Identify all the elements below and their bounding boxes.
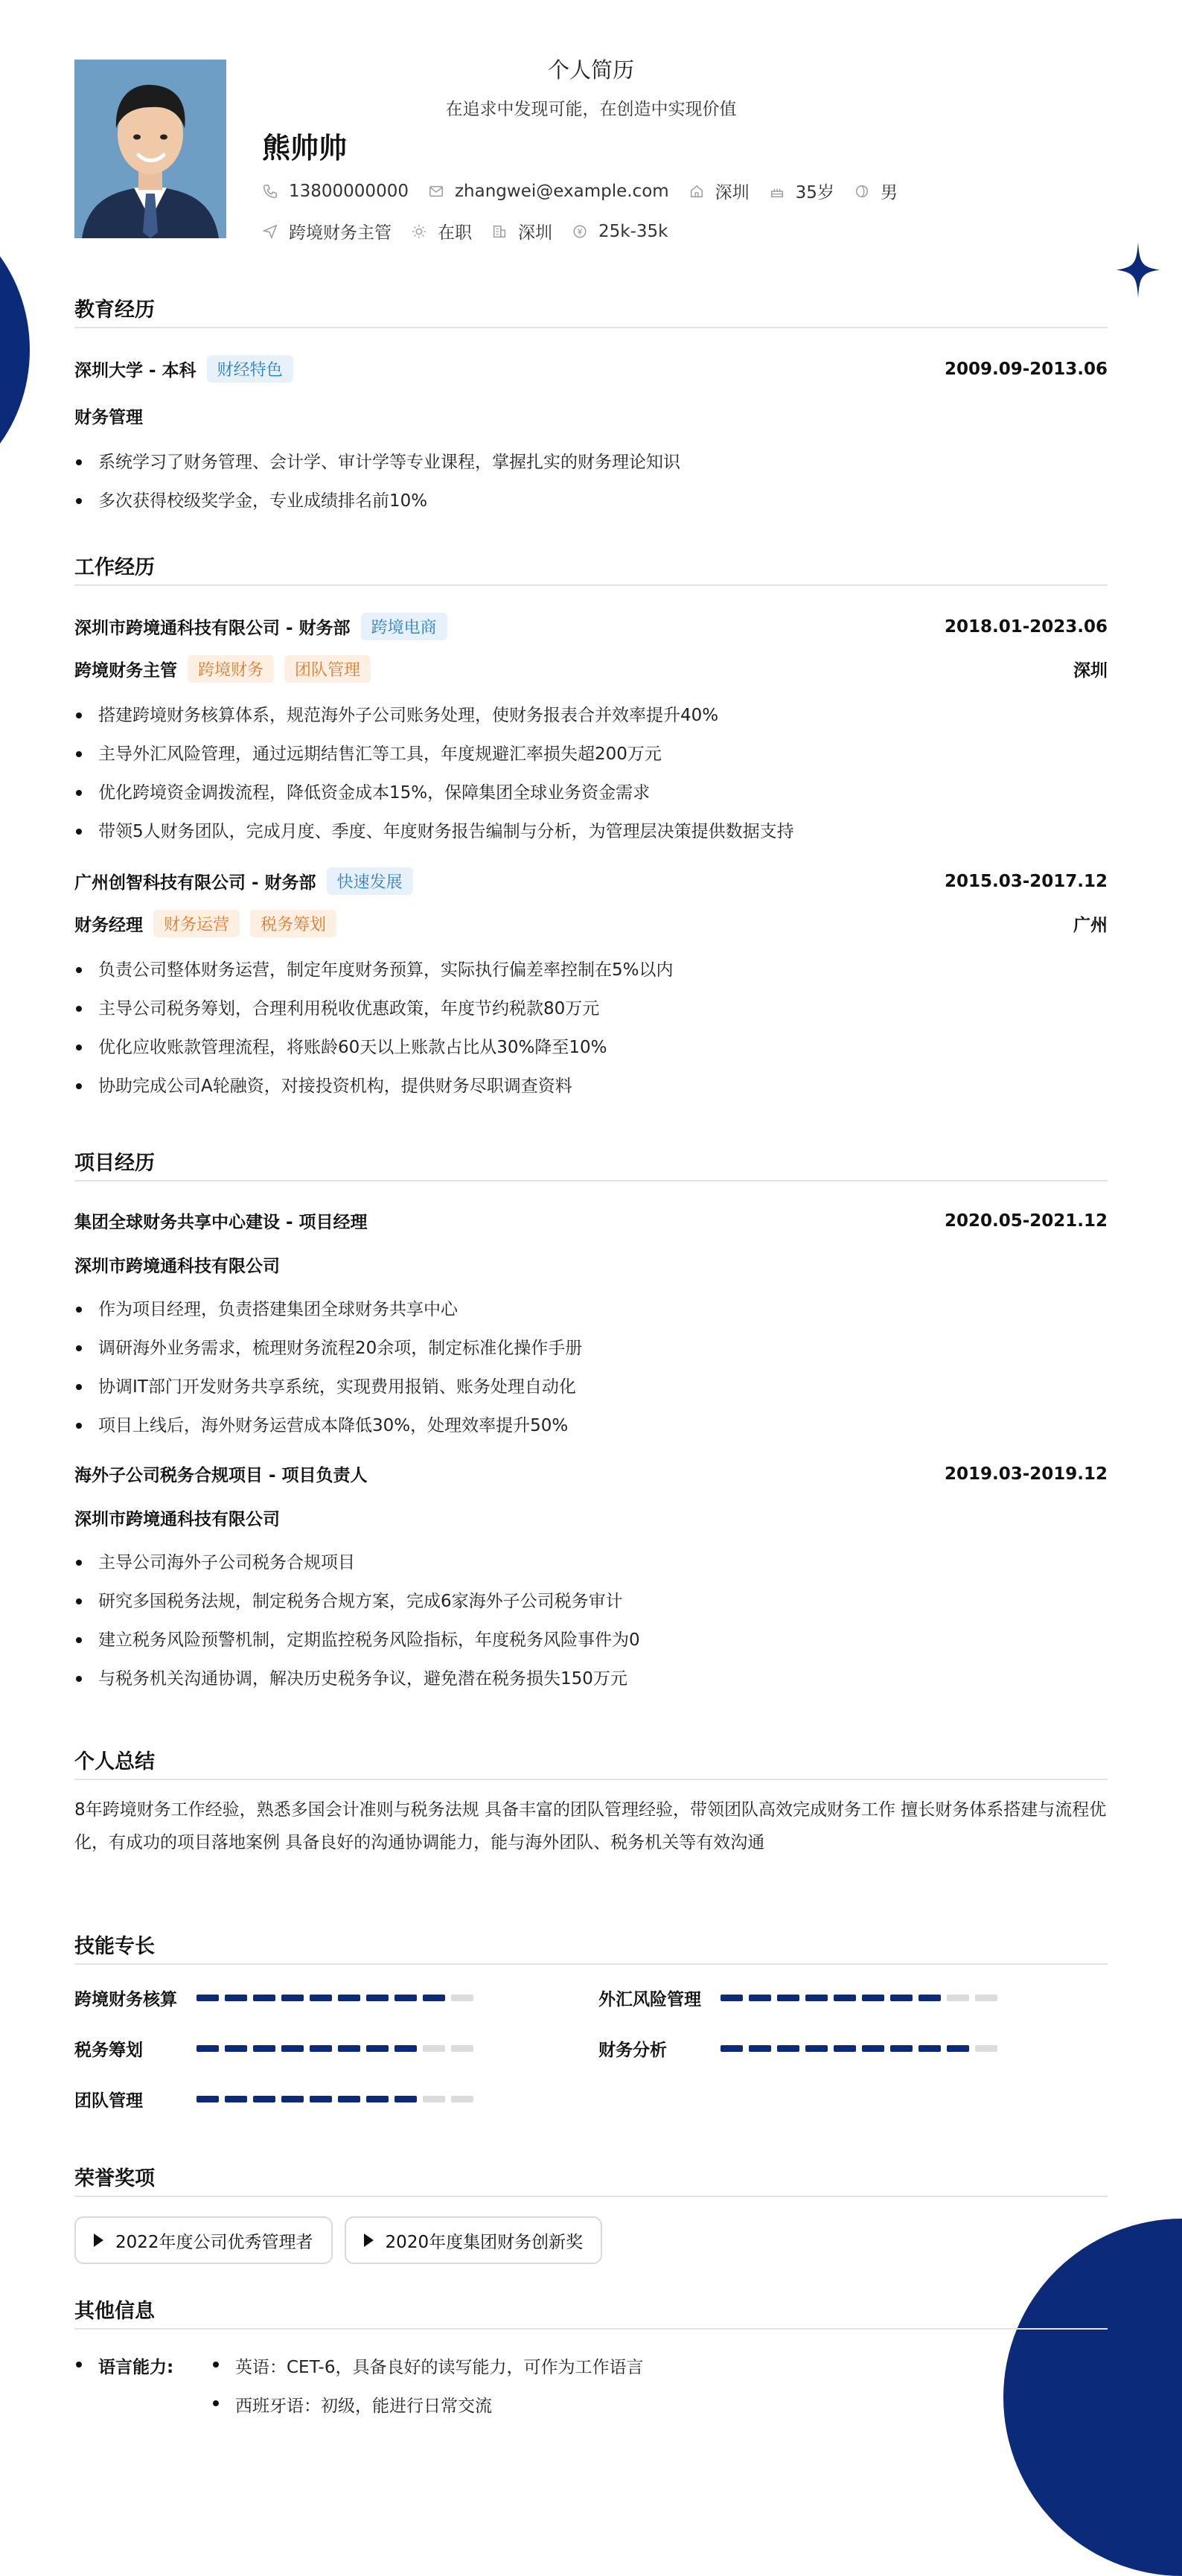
skill-level-segment	[834, 1995, 856, 2001]
document-title: 个人简历	[547, 57, 634, 83]
section-title: 个人总结	[74, 1745, 1108, 1780]
skill-level-segment	[338, 1995, 360, 2001]
section-title: 技能专长	[74, 1930, 1108, 1965]
skill-level-segment	[253, 2096, 275, 2102]
age-value: 35岁	[795, 183, 834, 203]
projects-section	[74, 1147, 1108, 1698]
job-role-row	[74, 655, 1108, 683]
company-name: 深圳市跨境通科技有限公司 - 财务部	[74, 619, 351, 638]
cake-icon	[769, 183, 785, 200]
list-item: 与税务机关沟通协调，解决历史税务争议，避免潜在税务损失150万元	[74, 1660, 1108, 1698]
list-item: 多次获得校级奖学金，专业成绩排名前10%	[74, 482, 1108, 520]
decorative-circle-top-left	[0, 201, 30, 499]
resume-page	[74, 54, 1108, 2416]
skill-level-bar	[721, 1995, 1003, 2001]
email-icon	[428, 183, 444, 200]
skill-name: 税务筹划	[74, 2040, 143, 2060]
project-org: 深圳市跨境通科技有限公司	[74, 1257, 280, 1276]
play-triangle-icon	[94, 2234, 103, 2247]
list-item: 协调IT部门开发财务共享系统，实现费用报销、账务处理自动化	[74, 1368, 1108, 1406]
list-item: 主导外汇风险管理，通过远期结售汇等工具，年度规避汇率损失超200万元	[74, 735, 1108, 774]
skill-level-segment	[310, 2045, 332, 2052]
skill-level-segment	[777, 1995, 799, 2001]
other-section	[74, 2295, 1108, 2423]
candidate-name: 熊帅帅	[262, 132, 348, 165]
section-title: 工作经历	[74, 551, 1108, 586]
skill-level-segment	[451, 2045, 473, 2052]
skill-level-segment	[862, 2045, 884, 2052]
list-item: 研究多国税务法规，制定税务合规方案，完成6家海外子公司税务审计	[74, 1582, 1108, 1621]
list-item: 调研海外业务需求，梳理财务流程20余项，制定标准化操作手册	[74, 1329, 1108, 1368]
skill-level-segment	[366, 1995, 389, 2001]
major-name: 财务管理	[74, 408, 143, 427]
list-item: 带领5人财务团队，完成月度、季度、年度财务报告编制与分析，为管理层决策提供数据支持	[74, 812, 1108, 851]
home-icon	[689, 183, 705, 200]
job-location: 深圳	[1073, 661, 1108, 680]
list-item: 系统学习了财务管理、会计学、审计学等专业课程，掌握扎实的财务理论知识	[74, 443, 1108, 482]
skill-level-segment	[890, 2045, 913, 2052]
money-icon	[572, 223, 588, 240]
phone-icon	[262, 183, 278, 200]
job-points	[74, 951, 1108, 1106]
role-tag: 税务筹划	[250, 910, 336, 937]
skill-level-segment	[394, 2096, 417, 2102]
skill-level-segment	[338, 2045, 360, 2052]
job-period: 2018.01-2023.06	[944, 616, 1108, 637]
skill-item	[598, 1987, 1108, 2008]
skill-level-segment	[721, 1995, 743, 2001]
project-points	[74, 1543, 1108, 1698]
gender-icon	[854, 183, 870, 200]
skill-level-segment	[423, 2096, 445, 2102]
skill-level-segment	[310, 2096, 332, 2102]
education-header	[74, 355, 1108, 383]
skill-level-segment	[862, 1995, 884, 2001]
skill-level-bar	[197, 2045, 479, 2052]
list-item: 协助完成公司A轮融资，对接投资机构，提供财务尽职调查资料	[74, 1067, 1108, 1106]
skill-level-segment	[947, 1995, 969, 2001]
role-tag: 跨境财务	[188, 655, 274, 683]
awards-section	[74, 2162, 1108, 2264]
skill-level-segment	[281, 2045, 304, 2052]
project-name: 集团全球财务共享中心建设 - 项目经理	[74, 1213, 368, 1232]
summary-section	[74, 1745, 1108, 1859]
project-header	[74, 1208, 1108, 1233]
phone-info	[262, 182, 409, 201]
award-label: 2020年度集团财务创新奖	[385, 2232, 584, 2252]
skill-level-segment	[919, 1995, 941, 2001]
job-intent-row	[262, 219, 687, 243]
skill-level-segment	[338, 2096, 360, 2102]
email-info	[428, 182, 669, 201]
list-item: 负责公司整体财务运营，制定年度财务预算，实际执行偏差率控制在5%以内	[74, 951, 1108, 989]
skill-level-segment	[975, 1995, 997, 2001]
list-item: 项目上线后，海外财务运营成本降低30%，处理效率提升50%	[74, 1406, 1108, 1445]
list-item: 主导公司海外子公司税务合规项目	[74, 1543, 1108, 1582]
summary-text: 8年跨境财务工作经验，熟悉多国会计准则与税务法规 具备丰富的团队管理经验，带领团队高效完成财务工作 擅长财务体系搭建与流程优化，有成功的项目落地案例 具备良好的沟通协调能力，能与海外团队、税务机关等有效沟通	[74, 1800, 1107, 1852]
job-role: 跨境财务主管	[74, 661, 177, 680]
language-label: 语言能力:	[74, 2353, 210, 2378]
send-icon	[262, 223, 278, 240]
skill-level-segment	[749, 2045, 771, 2052]
sparkle-star-icon	[1116, 242, 1160, 298]
skill-level-segment	[749, 1995, 771, 2001]
building-icon	[491, 223, 508, 240]
skills-grid	[74, 1987, 1108, 2109]
company-tag: 快速发展	[327, 867, 413, 895]
skill-name: 跨境财务核算	[74, 1989, 177, 2009]
skill-name: 财务分析	[598, 2040, 667, 2060]
gender-value: 男	[880, 183, 898, 203]
skill-level-segment	[975, 2045, 997, 2052]
list-item: 作为项目经理，负责搭建集团全球财务共享中心	[74, 1290, 1108, 1329]
skill-name: 外汇风险管理	[598, 1989, 701, 2009]
skill-level-segment	[197, 2045, 219, 2052]
skill-item	[74, 1987, 598, 2008]
job-role-row	[74, 910, 1108, 937]
project-period: 2020.05-2021.12	[944, 1211, 1108, 1231]
position-info	[262, 219, 392, 243]
skill-name: 团队管理	[74, 2091, 143, 2111]
skill-level-segment	[197, 2096, 219, 2102]
education-section	[74, 293, 1108, 520]
skill-level-segment	[805, 2045, 828, 2052]
job-header	[74, 867, 1108, 895]
target-city-info	[491, 219, 552, 243]
award-chip	[345, 2216, 603, 2264]
skill-level-segment	[423, 1995, 445, 2001]
language-row	[74, 2385, 1108, 2423]
section-title: 项目经历	[74, 1147, 1108, 1182]
skill-level-bar	[721, 2045, 1003, 2052]
list-item: 主导公司税务筹划，合理利用税收优惠政策，年度节约税款80万元	[74, 989, 1108, 1028]
project-points	[74, 1290, 1108, 1445]
skill-level-segment	[281, 2096, 304, 2102]
skill-level-segment	[451, 1995, 473, 2001]
salary-info	[572, 222, 668, 241]
skill-level-segment	[366, 2045, 389, 2052]
award-chip	[74, 2216, 333, 2264]
company-name: 广州创智科技有限公司 - 财务部	[74, 873, 316, 893]
project-org: 深圳市跨境通科技有限公司	[74, 1510, 280, 1529]
list-item: 优化应收账款管理流程，将账龄60天以上账款占比从30%降至10%	[74, 1028, 1108, 1067]
skill-level-bar	[197, 2096, 479, 2102]
skill-level-segment	[197, 1995, 219, 2001]
skill-level-segment	[919, 2045, 941, 2052]
work-section	[74, 551, 1108, 1106]
play-triangle-icon	[364, 2234, 374, 2247]
skill-level-segment	[423, 2045, 445, 2052]
skill-level-segment	[310, 1995, 332, 2001]
skill-item	[74, 2038, 598, 2059]
job-role: 财务经理	[74, 916, 143, 935]
skill-level-segment	[834, 2045, 856, 2052]
language-info	[74, 2346, 1108, 2423]
language-row	[74, 2346, 1108, 2385]
skill-level-segment	[253, 1995, 275, 2001]
school-tag: 财经特色	[207, 355, 293, 383]
profile-photo	[74, 60, 226, 238]
skill-item	[74, 2088, 598, 2109]
skill-level-segment	[394, 2045, 417, 2052]
role-tag: 财务运营	[153, 910, 240, 937]
skill-level-segment	[721, 2045, 743, 2052]
list-item: 优化跨境资金调拨流程，降低资金成本15%，保障集团全球业务资金需求	[74, 774, 1108, 812]
city-info	[689, 179, 750, 203]
skill-level-segment	[805, 1995, 828, 2001]
phone-number: 13800000000	[289, 181, 409, 201]
skills-section	[74, 1930, 1108, 2109]
job-location: 广州	[1073, 916, 1108, 935]
skill-item	[598, 2038, 1108, 2059]
role-tag: 团队管理	[284, 655, 371, 683]
gender-info	[854, 179, 898, 203]
skill-level-segment	[366, 2096, 389, 2102]
skill-level-segment	[225, 2045, 247, 2052]
status-info	[411, 219, 472, 243]
skill-level-segment	[225, 2096, 247, 2102]
salary-value: 25k-35k	[598, 221, 668, 241]
section-title: 荣誉奖项	[74, 2162, 1108, 2197]
language-item: 英语：CET-6，具备良好的读写能力，可作为工作语言	[210, 2353, 643, 2378]
awards-list	[74, 2216, 1108, 2264]
award-label: 2022年度公司优秀管理者	[115, 2232, 313, 2252]
education-period: 2009.09-2013.06	[944, 359, 1108, 379]
skill-level-bar	[197, 1995, 479, 2001]
company-tag: 跨境电商	[361, 613, 447, 640]
job-period: 2015.03-2017.12	[944, 871, 1108, 891]
resume-header	[74, 54, 1108, 247]
skill-level-segment	[890, 1995, 913, 2001]
contact-row	[262, 179, 917, 203]
city-value: 深圳	[715, 183, 750, 203]
job-points	[74, 696, 1108, 851]
section-title: 教育经历	[74, 293, 1108, 328]
skill-level-segment	[281, 1995, 304, 2001]
list-item: 搭建跨境财务核算体系，规范海外子公司账务处理，使财务报表合并效率提升40%	[74, 696, 1108, 735]
skill-level-segment	[777, 2045, 799, 2052]
section-title: 其他信息	[74, 2295, 1108, 2330]
position-value: 跨境财务主管	[289, 223, 392, 243]
skill-level-segment	[451, 2096, 473, 2102]
project-header	[74, 1461, 1108, 1486]
education-points	[74, 443, 1108, 520]
target-city-value: 深圳	[518, 223, 552, 243]
list-item: 建立税务风险预警机制，定期监控税务风险指标，年度税务风险事件为0	[74, 1621, 1108, 1660]
language-item: 西班牙语：初级，能进行日常交流	[210, 2392, 492, 2417]
slogan: 在追求中发现可能，在创造中实现价值	[445, 100, 737, 119]
skill-level-segment	[253, 2045, 275, 2052]
skill-level-segment	[394, 1995, 417, 2001]
email-address: zhangwei@example.com	[454, 181, 669, 201]
skill-level-segment	[947, 2045, 969, 2052]
skill-level-segment	[225, 1995, 247, 2001]
sun-icon	[411, 223, 427, 240]
project-period: 2019.03-2019.12	[944, 1464, 1108, 1484]
school-name: 深圳大学 - 本科	[74, 361, 197, 380]
status-value: 在职	[438, 223, 472, 243]
project-name: 海外子公司税务合规项目 - 项目负责人	[74, 1466, 368, 1485]
job-header	[74, 613, 1108, 640]
age-info	[769, 179, 834, 203]
